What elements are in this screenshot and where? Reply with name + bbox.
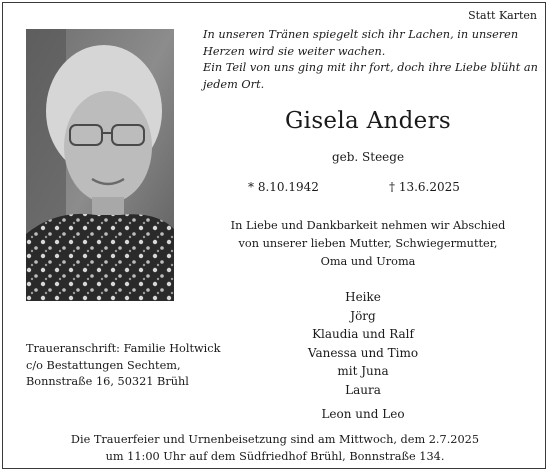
maiden-name: geb. Steege	[331, 150, 405, 164]
statt-karten-label: Statt Karten	[468, 9, 537, 22]
quote-line: jedem Ort.	[203, 77, 265, 91]
quote-line: Ein Teil von uns ging mit ihr fort, doch ihre Liebe blüht an	[203, 61, 538, 74]
address-line: Bonnstraße 16, 50321 Brühl	[26, 375, 189, 388]
mourner-name: Klaudia und Ralf	[312, 327, 414, 341]
portrait-photo	[26, 29, 174, 301]
death-date: † 13.6.2025	[389, 180, 460, 194]
farewell-text	[203, 217, 533, 271]
mourner-name: mit Juna	[337, 364, 389, 378]
address-line: c/o Bestattungen Sechtem,	[26, 358, 181, 372]
farewell-line: Oma und Uroma	[320, 255, 416, 268]
mourner-name: Vanessa und Timo	[307, 345, 419, 360]
quote-line: Herzen wird sie weiter wachen.	[203, 44, 386, 58]
mourner-name: Heike	[345, 290, 381, 304]
quote	[203, 27, 538, 93]
birth-date: * 8.10.1942	[248, 180, 319, 194]
mourners-list	[253, 288, 473, 424]
address-line: Traueranschrift: Familie Holtwick	[26, 342, 221, 355]
farewell-line: von unserer lieben Mutter, Schwiegermutter,	[238, 237, 498, 250]
mourner-name: Jörg	[350, 308, 376, 323]
mourner-name: Laura	[345, 382, 381, 397]
funeral-line: Die Trauerfeier und Urnenbeisetzung sind am Mittwoch, dem 2.7.2025	[70, 433, 480, 446]
mourner-name: Leon und Leo	[321, 407, 405, 421]
mourning-address	[26, 341, 226, 391]
quote-line: In unseren Tränen spiegelt sich ihr Lachen, in unseren	[203, 28, 519, 41]
obituary-card	[2, 2, 546, 469]
funeral-line: um 11:00 Uhr auf dem Südfriedhof Brühl, Bonnstraße 134.	[105, 450, 445, 463]
farewell-line: In Liebe und Dankbarkeit nehmen wir Abschied	[230, 219, 506, 232]
funeral-info	[13, 431, 537, 465]
deceased-name: Gisela Anders	[285, 108, 451, 134]
